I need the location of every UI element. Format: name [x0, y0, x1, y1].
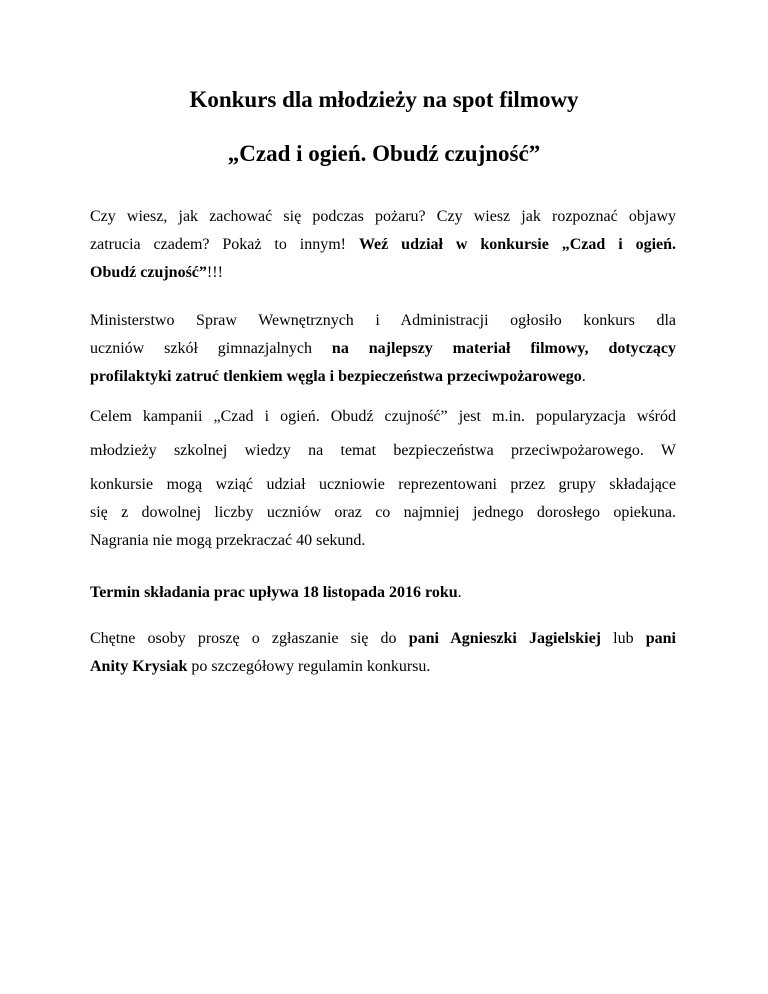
text-span: . [581, 368, 586, 385]
bold-text: profilaktyki zatruć tlenkiem węgla i bezpieczeństwa przeciwpożarowego [90, 368, 582, 385]
text-line [90, 625, 676, 653]
page-subtitle: „Czad i ogień. Obudź czujność” [227, 141, 541, 166]
text-line: Nagrania nie mogą przekraczać 40 sekund. [90, 532, 366, 549]
page-title: Konkurs dla młodzieży na spot filmowy [189, 87, 579, 112]
text-span: uczniów szkół gimnazjalnych [90, 340, 332, 357]
paragraph-ministry [90, 307, 676, 391]
paragraph-contact [90, 625, 676, 681]
text-line: się z dowolnej liczby uczniów oraz co najmniej jednego dorosłego opiekuna. [90, 504, 676, 521]
bold-text: Termin składania prac upływa 18 listopada 2016 roku [90, 584, 458, 601]
text-line [90, 231, 676, 259]
text-span: zatrucia czadem? Pokaż to innym! [90, 236, 359, 253]
text-line [90, 653, 676, 681]
text-line: Ministerstwo Spraw Wewnętrznych i Administracji ogłosiło konkurs dla [90, 312, 676, 329]
bold-text: Anity Krysiak [90, 658, 188, 675]
paragraph-campaign [90, 403, 676, 555]
text-line [90, 259, 676, 287]
text-line [90, 579, 676, 607]
text-span: lub [601, 630, 646, 647]
bold-text: pani [645, 630, 676, 647]
bold-text: Weź udział w konkursie „Czad i ogień. [358, 236, 677, 253]
bold-text: na najlepszy materiał filmowy, dotyczący [331, 340, 676, 357]
text-span: !!! [206, 264, 223, 281]
text-line: Czy wiesz, jak zachować się podczas pożaru? Czy wiesz jak rozpoznać objawy [90, 208, 676, 225]
text-span: po szczegółowy regulamin konkursu. [187, 658, 431, 675]
text-span: Chętne osoby proszę o zgłaszanie się do [90, 630, 409, 647]
text-line [90, 363, 676, 391]
text-span: . [457, 584, 462, 601]
text-line: młodzieży szkolnej wiedzy na temat bezpieczeństwa przeciwpożarowego. W [90, 442, 676, 459]
paragraph-intro [90, 203, 676, 287]
text-line: Celem kampanii „Czad i ogień. Obudź czujność” jest m.in. popularyzacja wśród [90, 408, 676, 425]
paragraph-deadline [90, 579, 676, 607]
text-line: konkursie mogą wziąć udział uczniowie reprezentowani przez grupy składające [90, 476, 676, 493]
text-line [90, 335, 676, 363]
bold-text: Obudź czujność” [90, 264, 207, 281]
bold-text: pani Agnieszki Jagielskiej [408, 630, 602, 647]
